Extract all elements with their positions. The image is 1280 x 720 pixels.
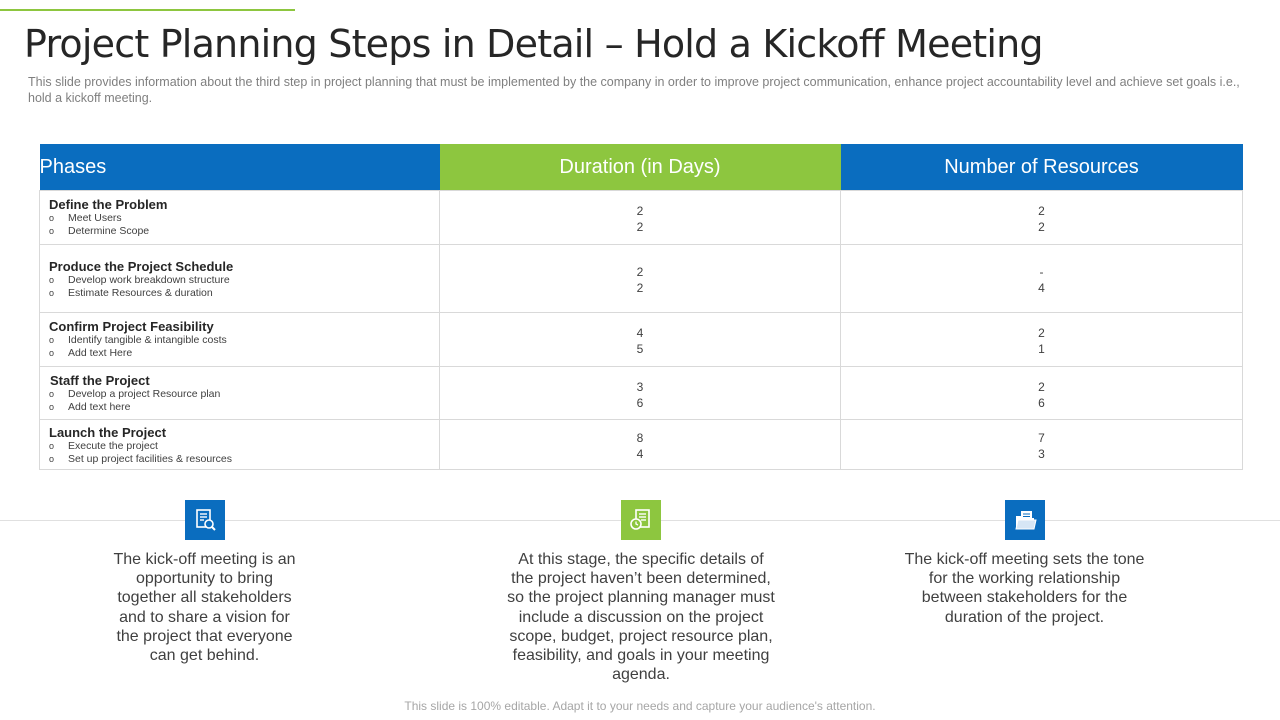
phase-cell <box>40 367 440 420</box>
folder-documents-icon <box>1005 500 1045 540</box>
feature-text-tone: The kick-off meeting sets the tone for the working relationship between stakeholders for the duration of the project. <box>904 551 1145 626</box>
table-row <box>40 367 1243 420</box>
bullet-icon: o <box>49 335 55 345</box>
phase-subitem: o Develop a project Resource plan <box>49 388 221 400</box>
phase-subitem: o Meet Users <box>49 212 122 224</box>
header-resources: Number of Resources <box>841 144 1243 191</box>
folder-documents-glyph <box>1012 507 1038 533</box>
title-accent-line <box>0 9 295 11</box>
feature-text-details: At this stage, the specific details of the project haven’t been determined, so the project planning manager must include a discussion on the project scope, budget, project resource plan, feasibility, and goals in your meeting agenda. <box>507 551 775 684</box>
bullet-icon: o <box>49 275 55 285</box>
phase-name: Produce the Project Schedule <box>49 259 234 274</box>
bullet-icon: o <box>49 402 55 412</box>
phase-subitem: o Identify tangible & intangible costs <box>49 334 227 346</box>
phase-name: Confirm Project Feasibility <box>49 319 214 334</box>
checklist-clock-glyph <box>628 507 654 533</box>
document-search-icon <box>185 500 225 540</box>
bullet-icon: o <box>49 348 55 358</box>
phase-subitem: o Execute the project <box>49 440 158 452</box>
bullet-icon: o <box>49 226 55 236</box>
phase-cell <box>40 313 440 367</box>
phase-cell <box>40 420 440 470</box>
resources-cell: - 4 <box>841 245 1243 313</box>
duration-cell: 2 2 <box>440 245 841 313</box>
phase-cell <box>40 191 440 245</box>
phase-subitem: o Estimate Resources & duration <box>49 287 213 299</box>
bullet-icon: o <box>49 454 55 464</box>
phase-name: Define the Problem <box>49 197 168 212</box>
duration-cell: 4 5 <box>440 313 841 367</box>
phase-cell <box>40 245 440 313</box>
phase-subitem: o Develop work breakdown structure <box>49 274 230 286</box>
phases-table <box>39 144 1243 470</box>
header-phases: Phases <box>40 144 440 191</box>
table-row <box>40 420 1243 470</box>
table-row <box>40 313 1243 367</box>
bullet-icon: o <box>49 389 55 399</box>
phase-subitem: o Set up project facilities & resources <box>49 453 232 465</box>
table-header-row <box>40 144 1243 191</box>
header-duration: Duration (in Days) <box>440 144 841 191</box>
duration-cell: 3 6 <box>440 367 841 420</box>
footer-note: This slide is 100% editable. Adapt it to your needs and capture your audience's attention. <box>404 699 876 713</box>
slide-title: Project Planning Steps in Detail – Hold a Kickoff Meeting <box>24 22 1043 66</box>
resources-cell: 2 2 <box>841 191 1243 245</box>
resources-cell: 2 1 <box>841 313 1243 367</box>
resources-cell: 2 6 <box>841 367 1243 420</box>
phase-name: Staff the Project <box>50 373 150 388</box>
phase-subitem: o Determine Scope <box>49 225 150 237</box>
checklist-clock-icon <box>621 500 661 540</box>
duration-cell: 2 2 <box>440 191 841 245</box>
bullet-icon: o <box>49 213 55 223</box>
document-search-glyph <box>192 507 218 533</box>
phase-name: Launch the Project <box>49 425 167 440</box>
table-row <box>40 245 1243 313</box>
slide-subtitle: This slide provides information about the third step in project planning that must be implemented by the company in order to improve project communication, enhance project accountability level and achieve set goals i.e., hold a kickoff meeting. <box>28 75 1240 105</box>
feature-text-stakeholders: The kick-off meeting is an opportunity to bring together all stakeholders and to share a vision for the project that everyone can get behind. <box>113 551 296 665</box>
resources-cell: 7 3 <box>841 420 1243 470</box>
phase-subitem: o Add text here <box>49 401 131 413</box>
bullet-icon: o <box>49 288 55 298</box>
duration-cell: 8 4 <box>440 420 841 470</box>
phase-subitem: o Add text Here <box>49 347 133 359</box>
table-row <box>40 191 1243 245</box>
bullet-icon: o <box>49 441 55 451</box>
